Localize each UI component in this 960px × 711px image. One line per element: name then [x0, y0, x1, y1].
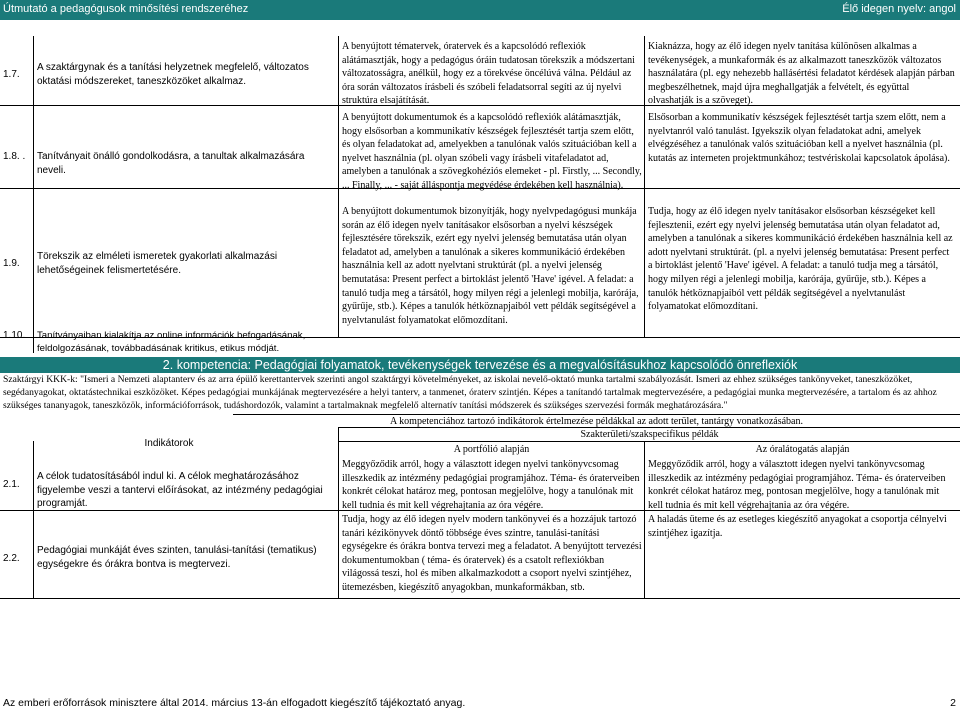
competence-title: 2. kompetencia: Pedagógiai folyamatok, tevékenységek tervezése és a megvalósításukhoz kapcsolódó önreflexiók — [0, 357, 960, 373]
indicator-text: Tanítványaiban kialakítja az online információk befogadásának, feldolgozásának, továbbadásának kritikus, etikus módját. — [37, 330, 306, 354]
indicator-text: Törekszik az elméleti ismeretek gyakorlati alkalmazási lehetőségeinek felismertetésére. — [37, 251, 278, 276]
portfolio-text: Tudja, hogy az élő idegen nyelv modern tankönyvei és a hozzájuk tartozó tanári kézikönyvek döntő többsége éves szintre, tanulási-tanítási egységekre és órákra bontva tervezi meg a feladatot. A benyújtott tervezési dokumentumokban ( téma- és óratervek) és a csatolt reflexiókban világossá teszi, hol és miben alkalmazkodott a csoport nyelvi szintjéhez, ütemezésben, kiegészítő anyagokban, munkaformákban, stb. — [342, 514, 642, 593]
header-title: Útmutató a pedagógusok minősítési rendszeréhez — [3, 3, 249, 15]
observation-header: Az óralátogatás alapján — [755, 444, 850, 455]
portfolio-text: A benyújtott dokumentumok és a kapcsolódó reflexiók alátámasztják, hogy elsősorban a kommunikatív készségek fejlesztését tartja szem előtt, és olyan feladatokat ad, amelyekben a tanulónak valós szituációban kell a nyelvet használnia (pl. olyan szóbeli vagy írásbeli vitafeladatot ad, amelyben a tanulónak a szövegkohéziós elemeket - pl. Firstly, ... Secondly, ... Finally, ... - saját álláspontja megvédése érdekében kell használnia). — [342, 112, 642, 191]
grid-line — [0, 598, 960, 599]
row-number: 1.8. . — [3, 151, 26, 162]
specific-examples-header: Szakterületi/szakspecifikus példák — [580, 429, 719, 440]
observation-text: A haladás üteme és az esetleges kiegészítő anyagokat a csoportja célnyelvi szintjéhez igazítja. — [648, 514, 947, 539]
row-number: 1.10. — [3, 330, 26, 341]
observation-text: Elsősorban a kommunikatív készségek fejlesztését tartja szem előtt, nem a nyelvtanról való tanulást. Igyekszik olyan feladatokat adni, amelyek elvégzéséhez a tanulónak valós szituációban kell a nyelvet használnia (pl. kutatás az interneten projektmunkához; testvériskolai kapcsolatok ápolása). — [648, 112, 950, 164]
indicator-text: Tanítványait önálló gondolkodásra, a tanultak alkalmazására neveli. — [37, 151, 305, 176]
grid-line — [338, 36, 339, 337]
indicators-header: Indikátorok — [144, 438, 194, 449]
row-number: 1.9. — [3, 258, 20, 269]
row-number: 2.1. — [3, 479, 20, 490]
document-header — [0, 0, 960, 20]
grid-line — [644, 36, 645, 337]
grid-line — [33, 441, 34, 598]
page-number: 2 — [950, 697, 956, 709]
portfolio-header: A portfólió alapján — [453, 444, 530, 455]
observation-text: Tudja, hogy az élő idegen nyelv tanításakor elsősorban készségeket kell fejlesztenii, ezért egy nyelvi jelenség bemutatása után olyan feladatot ad, amelyben a tanulónak a sikeres kommunikáció érdekében használnia kell az adott nyelvtani struktúrát. (pl. a nyelvi jelenség bemutatása: Present perfect a birtoklást jelentő 'Have' igével. A feladat: a tanuló tudja meg a társától, hogy milyen régi a jelenlegi mobilja, karórája, gyűrűje, stb.). Képes a tanulók hétköznapjaiból vett példák segítségével a nyelvtanulást folyamatokat előmozdítani. — [648, 206, 953, 313]
observation-text: Meggyőződik arról, hogy a választott idegen nyelvi tankönyvcsomag illeszkedik az intézmény pedagógiai programjához. Téma- és óraterveiben konkrét célokat határoz meg, pontosan megjelölve, hogy a tanulónak mit kell tudnia és mit kell végrehajtania az óra végére. — [648, 459, 946, 511]
grid-line — [33, 36, 34, 353]
indicator-text: Pedagógiai munkáját éves szinten, tanulási-tanítási (tematikus) egységekre és órákra bontva is megtervezi. — [37, 545, 317, 570]
grid-line — [339, 441, 960, 442]
kkk-text: Szaktárgyi KKK-k: "Ismeri a Nemzeti alaptanterv és az arra épülő kerettantervek szerinti angol szaktárgyi követelményeket, az iskolai nevelő-oktató munka tartalmi szabályozását. Ismeri az ehhez szükséges tankönyveket, taneszközöket, segédanyagokat, oktatástechnikai eszközöket. Képes pedagógiai munkájának megtervezésére a helyi tanterv, a tanmenet, óraterv szintjén. Képes a tanítandó tartalmak megtervezésére, a pedagógiai munka megtervezésére, a tartalom és az ahhoz szükséges tananyagok, taneszközök, információforrások, tudáshordozók, valamint a tartalmaknak megfelelő alternatív tanítási módszerek és szükséges szervezési formák meghatározására." — [3, 374, 937, 411]
grid-line — [233, 414, 960, 415]
header-subject: Élő idegen nyelv: angol — [842, 3, 956, 15]
row-number: 2.2. — [3, 553, 20, 564]
competence-line: A kompetenciához tartozó indikátorok értelmezése példákkal az adott terület, tantárgy vonatkozásában. — [390, 416, 803, 427]
portfolio-text: A benyújtott tématervek, óratervek és a kapcsolódó reflexiók alátámasztják, hogy a pedagógus óráin tudatosan törekszik a módszertani változatosságra, anélkül, hogy ez a törekvése öncélúvá válna. Például az óra során változatos írásbeli és szóbeli feladatsorral segíti az új nyelvi struktúra elsajátítását. — [342, 41, 635, 107]
indicator-text: A célok tudatosításából indul ki. A célok meghatározásához figyelembe veszi a tantervi előírásokat, az intézmény pedagógiai programját. — [37, 471, 323, 510]
row-number: 1.7. — [3, 69, 20, 80]
footer-note: Az emberi erőforrások minisztere által 2014. március 13-án elfogadott kiegészítő tájékoztató anyag. — [3, 697, 466, 709]
grid-line — [644, 441, 645, 598]
indicator-text: A szaktárgynak és a tanítási helyzetnek megfelelő, változatos oktatási módszereket, taneszközöket alkalmaz. — [37, 62, 309, 87]
observation-text: Kiaknázza, hogy az élő idegen nyelv tanítása különösen alkalmas a tevékenységek, a munkaformák és az alkalmazott taneszközök változatos használatára (pl. egy nehezebb hallásértési feladatot kérdések alapján párban megbeszélhetnek, majd újra meghallgatják a felvételt, és együttal olvashatják is a szöveget). — [648, 41, 955, 107]
portfolio-text: A benyújtott dokumentumok bizonyítják, hogy nyelvpedagógusi munkája során az élő idegen nyelv tanításakor elsősorban a nyelvi készségek fejlesztésére törekszik, ezért egy nyelvi jelenség bemutatása után olyan feladatot ad, amelyben a tanulónak a sikeres kommunikáció érdekében használnia kell az adott nyelvtani struktúrát (pl. a nyelvi jelenség bemutatása: Present perfect a birtoklást jelentő 'Have' igével. A feladat: a tanuló tudja meg a társától, hogy milyen régi a jelenlegi mobilja, karórája, gyűrűje, stb.). Képes a tanulók hétköznapjaiból vett példák segítségével a nyelvtanulást folyamatokat előmozdítani. — [342, 206, 639, 326]
portfolio-text: Meggyőződik arról, hogy a választott idegen nyelvi tankönyvcsomag illeszkedik az intézmény pedagógiai programjához. Téma- és óraterveiben konkrét célokat határoz meg, pontosan megjelölve, hogy a tanulónak mit kell tudnia és mit kell végrehajtania az óra végére. — [342, 459, 640, 511]
